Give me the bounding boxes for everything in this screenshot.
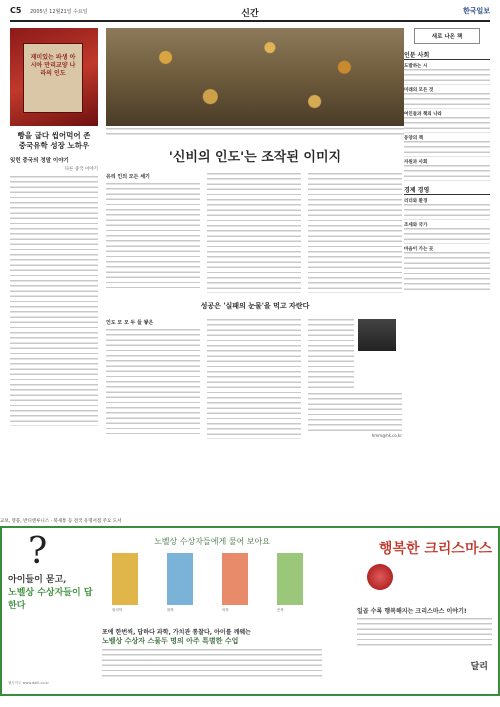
book-listing-text (404, 228, 490, 244)
author-photo (358, 319, 396, 351)
left-article-title: 빵을 굽다 씹어먹어 존 중국유학 성장 노하우 (17, 131, 91, 150)
book-listing-title: 미래의 모든 것 (404, 88, 434, 93)
ad-book-cover (167, 553, 193, 612)
right-column (404, 28, 490, 292)
book-listing-title: 자원과 사회 (404, 160, 428, 165)
book-cover-image (10, 28, 98, 126)
book-listing (404, 111, 490, 133)
main-article-columns (106, 173, 404, 293)
book-listing-title: 여인들과 책의 나라 (404, 112, 442, 117)
book-listing (404, 159, 490, 181)
book-listing-title: 마음이 가는 곳 (404, 247, 434, 252)
advertisement (0, 518, 500, 701)
sub-article-col-1 (106, 319, 200, 439)
book-listing-text (404, 204, 490, 220)
inset-box-text (106, 183, 200, 288)
book-listing-title: 조세와 국가 (404, 223, 428, 228)
ad-middle (102, 534, 322, 688)
main-article-col-2 (207, 173, 301, 293)
book-listing-text (404, 141, 490, 157)
sub-article-text-4 (308, 393, 402, 433)
sub-article-text (106, 329, 200, 434)
ad-right-text (357, 618, 492, 648)
book-listing-title: 리더와 환경 (404, 199, 428, 204)
left-article-byline: 다른 중국 이야기 (64, 167, 98, 172)
ad-book-label: 문학 (277, 608, 284, 612)
section-head-humanities: 인문 사회 (404, 50, 490, 60)
book-cover-text: 재미있는 파생 아시아 만리교양 나라의 인도 (30, 54, 76, 77)
book-listing-title: 동양의 책 (404, 136, 423, 141)
section-title: 신간 (241, 9, 259, 19)
question-mark-icon: ? (28, 531, 48, 572)
book-listing-text (404, 93, 490, 109)
sub-article-col-2 (207, 319, 301, 439)
ornament-icon (367, 564, 393, 590)
ad-strip: 교보, 영풍, 반디앤루니스 · 북새통 등 전국 유명서점 주요 도서 (0, 519, 122, 524)
ad-left (8, 531, 100, 688)
article-area (10, 28, 490, 506)
book-listing-text (404, 69, 490, 85)
inset-box-title: 유리 인의 모든 세기 (106, 174, 150, 180)
left-article-subtitle: 잊힌 중국의 정말 이야기 (10, 158, 69, 164)
main-article-col-3 (308, 173, 402, 293)
ad-book-cover (222, 553, 248, 612)
ad-right (357, 534, 492, 688)
ad-book-label: 물리학 (112, 608, 123, 612)
book-listing (404, 246, 490, 292)
ad-answer-text: 노벨상 수상자들이 답한다 (8, 588, 93, 611)
book-listing-text (404, 117, 490, 133)
sub-article-col-3 (308, 319, 402, 439)
ad-book-row (102, 553, 322, 613)
ad-body-head: 포에 한번씩, 답하다 과학, 가치관 통찰다, 아이를 깨웨는 (102, 629, 251, 636)
page-number: C5 (10, 6, 22, 15)
book-listing-text (404, 252, 490, 292)
ad-book-cover (277, 553, 303, 612)
book-listing (404, 87, 490, 109)
ad-book-label: 화학 (167, 608, 174, 612)
ad-right-head: 일곱 수록 행복해지는 크리스마스 이야기! (357, 608, 467, 615)
ad-body-title: 노벨상 수상자 스물두 명의 아주 특별한 수업 (102, 637, 239, 645)
ad-footnote: 웹사이트 www.dalli.co.kr (8, 681, 49, 685)
main-headline: '신비의 인도'는 조작된 이미지 (168, 150, 342, 165)
ad-xmas-title: 행복한 크리스마스 (378, 541, 492, 557)
new-books-label: 새로 나온 책 (414, 28, 480, 44)
main-photo (106, 28, 404, 126)
sub-article-columns (106, 319, 404, 439)
ad-brand-logo: 달리 (470, 662, 488, 672)
book-listing (404, 63, 490, 85)
issue-date: 2005년 12월21일 수요일 (30, 9, 88, 15)
book-listing-text (404, 165, 490, 181)
ad-body-text (102, 649, 322, 679)
sub-headline: 성공은 '실패의 눈물'을 먹고 자란다 (200, 301, 310, 310)
main-column (106, 28, 404, 439)
book-listing (404, 135, 490, 157)
left-article-body (10, 176, 98, 426)
ad-box (0, 526, 500, 696)
book-listing (404, 198, 490, 220)
photo-caption (106, 128, 404, 136)
main-article-col-1 (106, 173, 200, 293)
author-email: hmm@hk.co.kr (371, 433, 402, 438)
book-listing-title: 도발하는 시 (404, 64, 428, 69)
book-listing (404, 222, 490, 244)
left-column (10, 28, 98, 426)
ad-ask-text: 아이들이 묻고, (8, 575, 67, 585)
ad-book-cover (112, 553, 138, 612)
sub-article-title: 인도 모 모 두 들 쌓은 (106, 320, 154, 326)
ad-book-label: 의학 (222, 608, 229, 612)
sub-article-text-3 (308, 319, 354, 389)
newspaper-logo: 한국일보 (462, 6, 490, 15)
ad-middle-title: 노벨상 수상자들에게 물어 보아요 (154, 537, 270, 546)
masthead (10, 6, 490, 22)
section-head-economy: 경제 경영 (404, 185, 490, 195)
